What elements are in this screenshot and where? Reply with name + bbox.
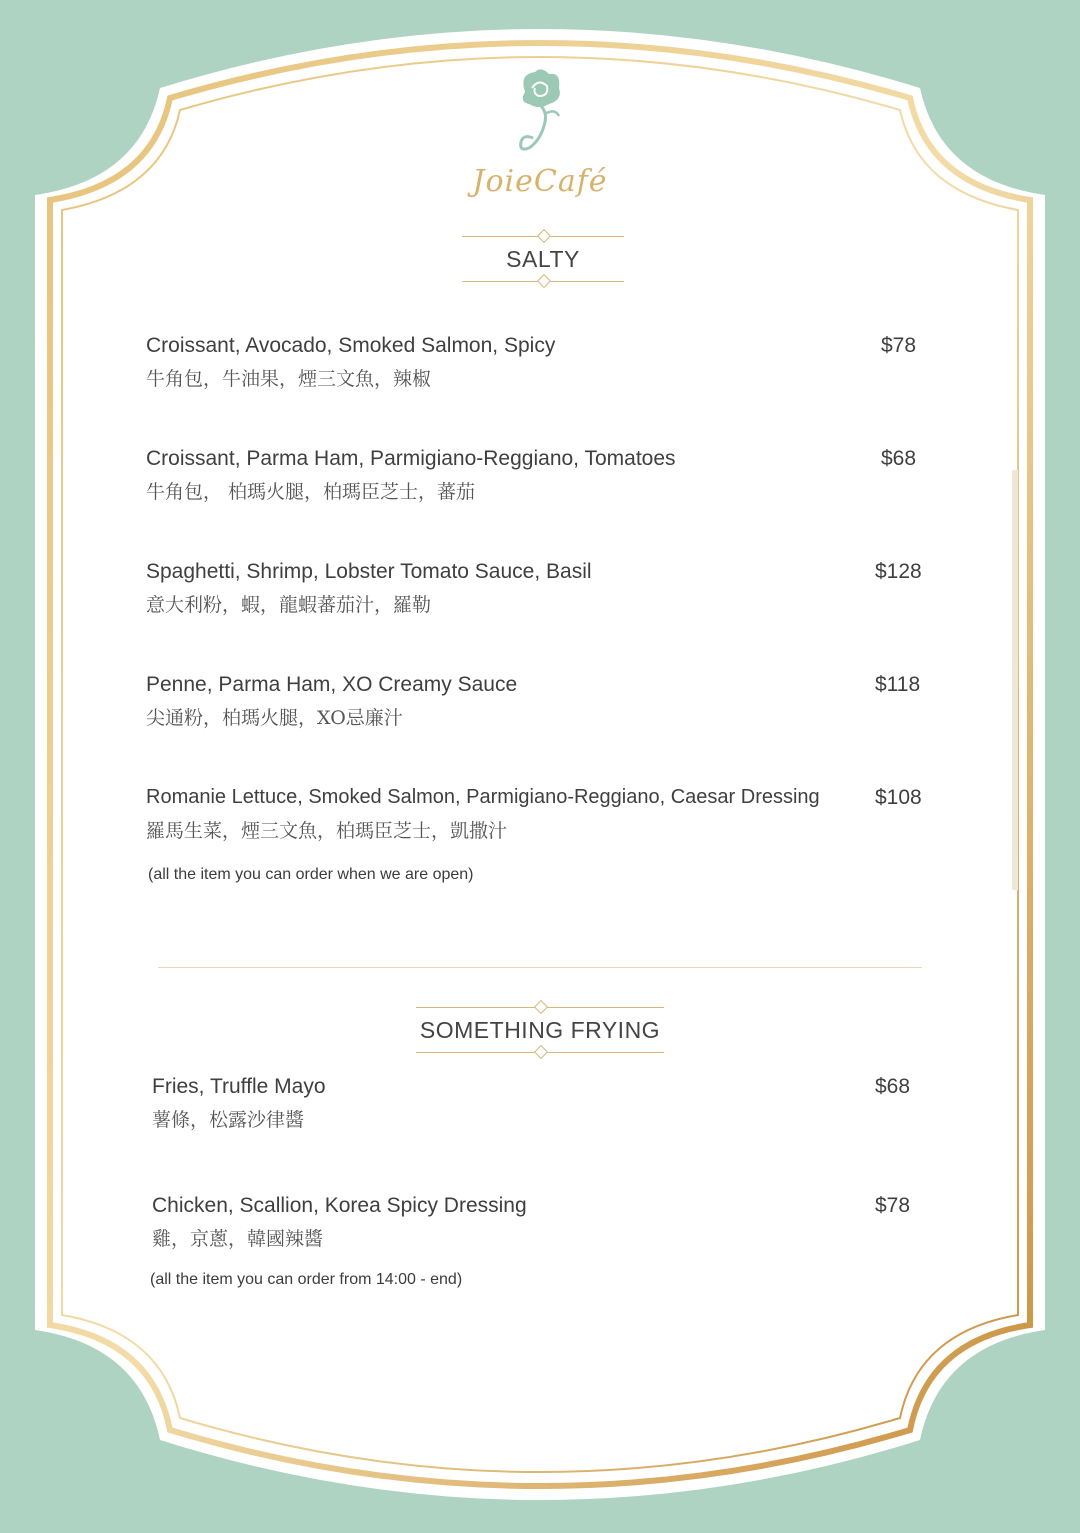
item-price: $78	[875, 1194, 911, 1217]
section-title-text: SALTY	[506, 246, 580, 272]
item-name-zh: 雞，京蔥，韓國辣醬	[152, 1228, 324, 1250]
menu-item	[146, 786, 926, 846]
item-price: $128	[875, 560, 922, 583]
section-note: (all the item you can order from 14:00 - end)	[150, 1271, 463, 1288]
item-name-zh: 薯條，松露沙律醬	[152, 1109, 305, 1131]
item-name-en: Romanie Lettuce, Smoked Salmon, Parmigiano-Reggiano, Caesar Dressing	[146, 786, 820, 808]
item-price: $68	[875, 1075, 911, 1098]
item-name-en: Penne, Parma Ham, XO Creamy Sauce	[146, 673, 518, 696]
section-note: (all the item you can order when we are open)	[148, 866, 474, 883]
item-price: $108	[875, 786, 922, 809]
section-title-something-frying	[416, 1007, 664, 1053]
item-name-zh: 意大利粉，蝦，龍蝦蕃茄汁，羅勒	[146, 594, 432, 616]
section-title-text: SOMETHING FRYING	[419, 1017, 661, 1043]
item-name-en: Chicken, Scallion, Korea Spicy Dressing	[152, 1194, 527, 1217]
section-divider	[158, 967, 922, 968]
item-name-en: Croissant, Parma Ham, Parmigiano-Reggiano, Tomatoes	[146, 447, 676, 470]
item-price: $68	[881, 447, 917, 470]
item-name-zh: 尖通粉，柏瑪火腿，XO忌廉汁	[146, 707, 403, 729]
item-name-en: Spaghetti, Shrimp, Lobster Tomato Sauce, Basil	[146, 560, 592, 583]
item-name-zh: 羅馬生菜，煙三文魚，柏瑪臣芝士，凱撒汁	[146, 820, 508, 842]
item-name-zh: 牛角包， 柏瑪火腿，柏瑪臣芝士，蕃茄	[146, 481, 476, 503]
menu-item	[146, 673, 926, 733]
section-title-salty	[462, 236, 624, 282]
item-name-en: Fries, Truffle Mayo	[152, 1075, 326, 1098]
menu-item	[146, 447, 926, 507]
right-side-shade	[1012, 470, 1018, 890]
item-price: $118	[875, 673, 921, 696]
menu-item	[152, 1075, 932, 1135]
rose-logo-icon	[505, 64, 575, 156]
menu-item	[146, 560, 926, 620]
menu-item	[152, 1194, 932, 1254]
item-name-en: Croissant, Avocado, Smoked Salmon, Spicy	[146, 334, 556, 357]
brand-name: JoieCafé	[472, 164, 608, 199]
menu-item	[146, 334, 926, 394]
item-price: $78	[881, 334, 917, 357]
item-name-zh: 牛角包，牛油果，煙三文魚，辣椒	[146, 368, 432, 390]
